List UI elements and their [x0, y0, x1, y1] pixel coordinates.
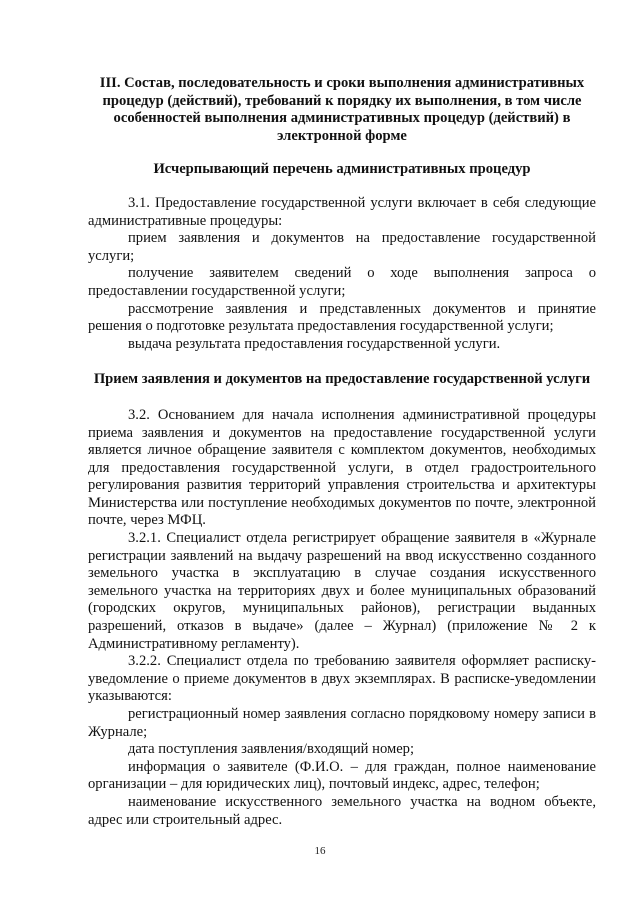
list-item: дата поступления заявления/входящий номер; [128, 741, 415, 758]
list-item: прием заявления и документов на предоставление государственной услуги; [88, 230, 596, 264]
list-item: рассмотрение заявления и представленных документов и принятие решения о подготовке результата предоставления государственной услуги; [88, 300, 596, 335]
subtitle-procedures-list: Исчерпывающий перечень административных процедур [153, 161, 531, 178]
paragraph-3-2-2: 3.2.2. Специалист отдела по требованию заявителя оформляет расписку-уведомление о приеме документов в двух экземплярах. В расписке-уведомлении указываются: [88, 653, 596, 705]
section-title: III. Состав, последовательность и сроки выполнения административных процедур (действий), требований к порядку их выполнения, в том числе особенностей выполнения административных процедур (действий) в электронной форме [99, 75, 585, 144]
list-item: получение заявителем сведений о ходе выполнения запроса о предоставлении государственной услуги; [88, 265, 596, 299]
paragraph-3-2-1: 3.2.1. Специалист отдела регистрирует обращение заявителя в «Журнале регистрации заявлений на выдачу разрешений на ввод искусственно созданного земельного участка в эксплуатацию в случае создания искусственного земельного участка на территориях двух и более муниципальных образований (городских округов, муниципальных районов), регистрации выданных разрешений, отказов в выдаче» (далее – Журнал) (приложение № 2 к Административному регламенту). [88, 530, 596, 652]
page-number: 16 [314, 845, 326, 857]
list-item: информация о заявителе (Ф.И.О. – для граждан, полное наименование организации – для юридических лиц), почтовый индекс, адрес, телефон; [88, 758, 596, 793]
subtitle-reception: Прием заявления и документов на предоставление государственной услуги [93, 371, 591, 388]
document-page [88, 75, 596, 829]
list-item: выдача результата предоставления государственной услуги. [128, 335, 501, 352]
paragraph-3-2: 3.2. Основанием для начала исполнения административной процедуры приема заявления и документов на предоставление государственной услуги является личное обращение заявителя с комплектом документов, необходимых для предоставления государственной услуги, в отдел градостроительного регулирования развития территорий управления строительства и архитектуры Министерства или поступление необходимых документов по почте, электронной почте, через МФЦ. [88, 406, 596, 529]
list-item: наименование искусственного земельного участка на водном объекте, адрес или строительный адрес. [88, 793, 596, 828]
paragraph-3-1: 3.1. Предоставление государственной услуги включает в себя следующие административные процедуры: [88, 194, 596, 229]
list-item: регистрационный номер заявления согласно порядковому номеру записи в Журнале; [88, 706, 596, 740]
